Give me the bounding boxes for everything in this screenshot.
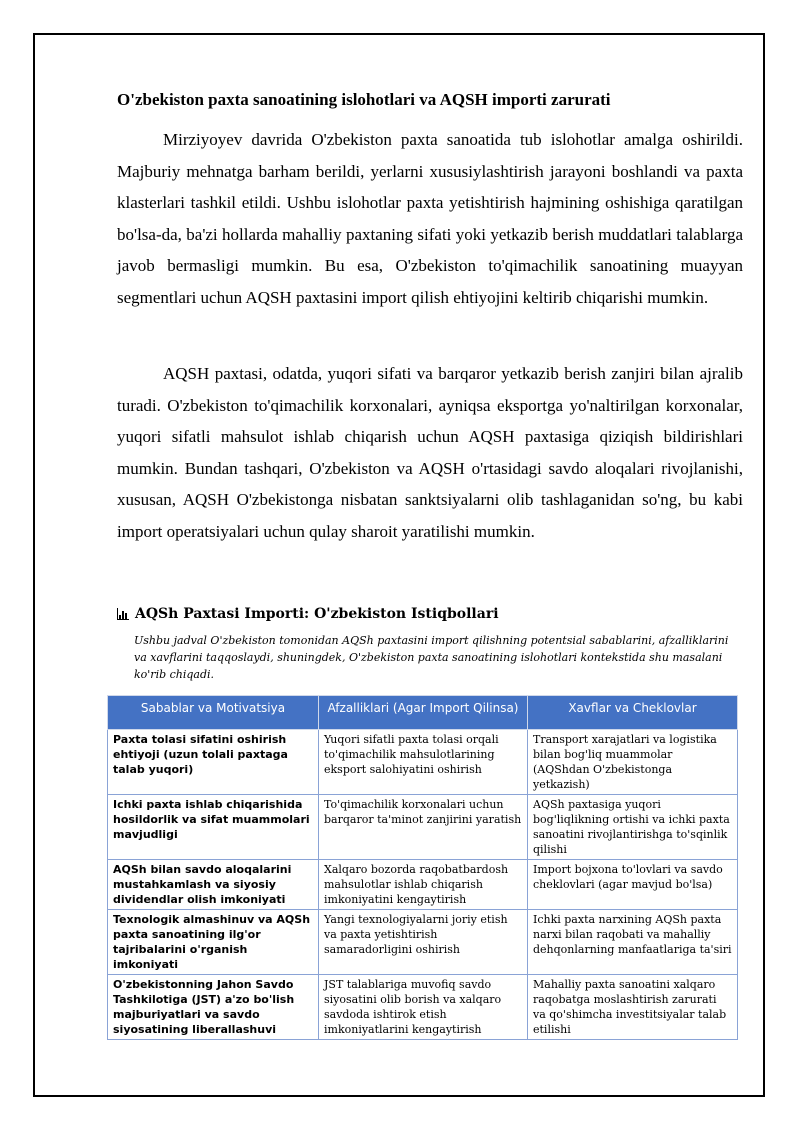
comparison-table	[107, 695, 738, 1040]
table-cell: Import bojxona to'lovlari va savdo cheklovlari (agar mavjud bo'lsa)	[528, 860, 738, 910]
header-cell: Afzalliklari (Agar Import Qilinsa)	[319, 696, 528, 730]
table-cell: To'qimachilik korxonalari uchun barqaror ta'minot zanjirini yaratish	[319, 795, 528, 860]
paragraph-1: Mirziyoyev davrida O'zbekiston paxta sanoatida tub islohotlar amalga oshirildi. Majburiy mehnatga barham berildi, yerlarni xususiylashtirish jarayoni boshlandi va paxta klasterlari tashkil etildi. Ushbu islohotlar paxta yetishtirish hajmining oshishiga qaratilgan bo'lsa-da, ba'zi hollarda mahalliy paxtaning sifati yoki yetkazib berish muddatlari talablarga javob bermasligi mumkin. Bu esa, O'zbekiston to'qimachilik sanoatining muayyan segmentlari uchun AQSH paxtasini import qilish ehtiyojini keltirib chiqarishi mumkin.	[117, 130, 743, 307]
table-row	[108, 795, 738, 860]
table-cell: Yuqori sifatli paxta tolasi orqali to'qimachilik mahsulotlarining eksport salohiyatini oshirish	[319, 730, 528, 795]
section-title-text: AQSh Paxtasi Importi: O'zbekiston Istiqbollari	[135, 606, 499, 622]
table-cell: AQSh paxtasiga yuqori bog'liqlikning ortishi va ichki paxta sanoatini rivojlantirishga to'sqinlik qilishi	[528, 795, 738, 860]
table-cell: O'zbekistonning Jahon Savdo Tashkilotiga (JST) a'zo bo'lish majburiyatlari va savdo siyosatining liberallashuvi	[108, 975, 319, 1040]
table-cell: Texnologik almashinuv va AQSh paxta sanoatining ilg'or tajribalarini o'rganish imkoniyati	[108, 910, 319, 975]
table-row	[108, 730, 738, 795]
paragraph-2: AQSH paxtasi, odatda, yuqori sifati va barqaror yetkazib berish zanjiri bilan ajralib turadi. O'zbekiston to'qimachilik korxonalari, ayniqsa eksportga yo'naltirilgan korxonalar, yuqori sifatli mahsulot ishlab chiqarish uchun AQSH paxtasiga qiziqish bildirishlari mumkin. Bundan tashqari, O'zbekiston va AQSH o'rtasidagi savdo aloqalari rivojlanishi, xususan, AQSH O'zbekistonga nisbatan sanktsiyalarni olib tashlaganidan so'ng, bu kabi import operatsiyalari uchun qulay sharoit yaratilishi mumkin.	[117, 364, 743, 541]
table-cell: AQSh bilan savdo aloqalarini mustahkamlash va siyosiy dividendlar olish imkoniyati	[108, 860, 319, 910]
table-row	[108, 910, 738, 975]
table-cell: Mahalliy paxta sanoatini xalqaro raqobatga moslashtirish zarurati va qo'shimcha investitsiyalar talab etilishi	[528, 975, 738, 1040]
header-cell: Xavflar va Cheklovlar	[528, 696, 738, 730]
bar-chart-icon	[117, 608, 129, 620]
table-cell: Transport xarajatlari va logistika bilan bog'liq muammolar (AQShdan O'zbekistonga yetkazish)	[528, 730, 738, 795]
table-cell: Ichki paxta narxining AQSh paxta narxi bilan raqobati va mahalliy dehqonlarning manfaatlariga ta'siri	[528, 910, 738, 975]
table-cell: JST talablariga muvofiq savdo siyosatini olib borish va xalqaro savdoda ishtirok etish imkoniyatlarini kengaytirish	[319, 975, 528, 1040]
table-cell: Xalqaro bozorda raqobatbardosh mahsulotlar ishlab chiqarish imkoniyatini kengaytirish	[319, 860, 528, 910]
section-title	[117, 606, 737, 622]
table-row	[108, 975, 738, 1040]
document-heading: O'zbekiston paxta sanoatining islohotlari va AQSH importi zarurati	[117, 90, 611, 109]
table-header-row	[108, 696, 738, 730]
table-row	[108, 860, 738, 910]
table-cell: Ichki paxta ishlab chiqarishida hosildorlik va sifat muammolari mavjudligi	[108, 795, 319, 860]
table-caption: Ushbu jadval O'zbekiston tomonidan AQSh paxtasini import qilishning potentsial sabablarini, afzalliklarini va xavflarini taqqoslaydi, shuningdek, O'zbekiston paxta sanoatining islohotlari kontekstida shu masalani ko'rib chiqadi.	[134, 634, 729, 681]
header-cell: Sabablar va Motivatsiya	[108, 696, 319, 730]
table-cell: Yangi texnologiyalarni joriy etish va paxta yetishtirish samaradorligini oshirish	[319, 910, 528, 975]
table-cell: Paxta tolasi sifatini oshirish ehtiyoji (uzun tolali paxtaga talab yuqori)	[108, 730, 319, 795]
